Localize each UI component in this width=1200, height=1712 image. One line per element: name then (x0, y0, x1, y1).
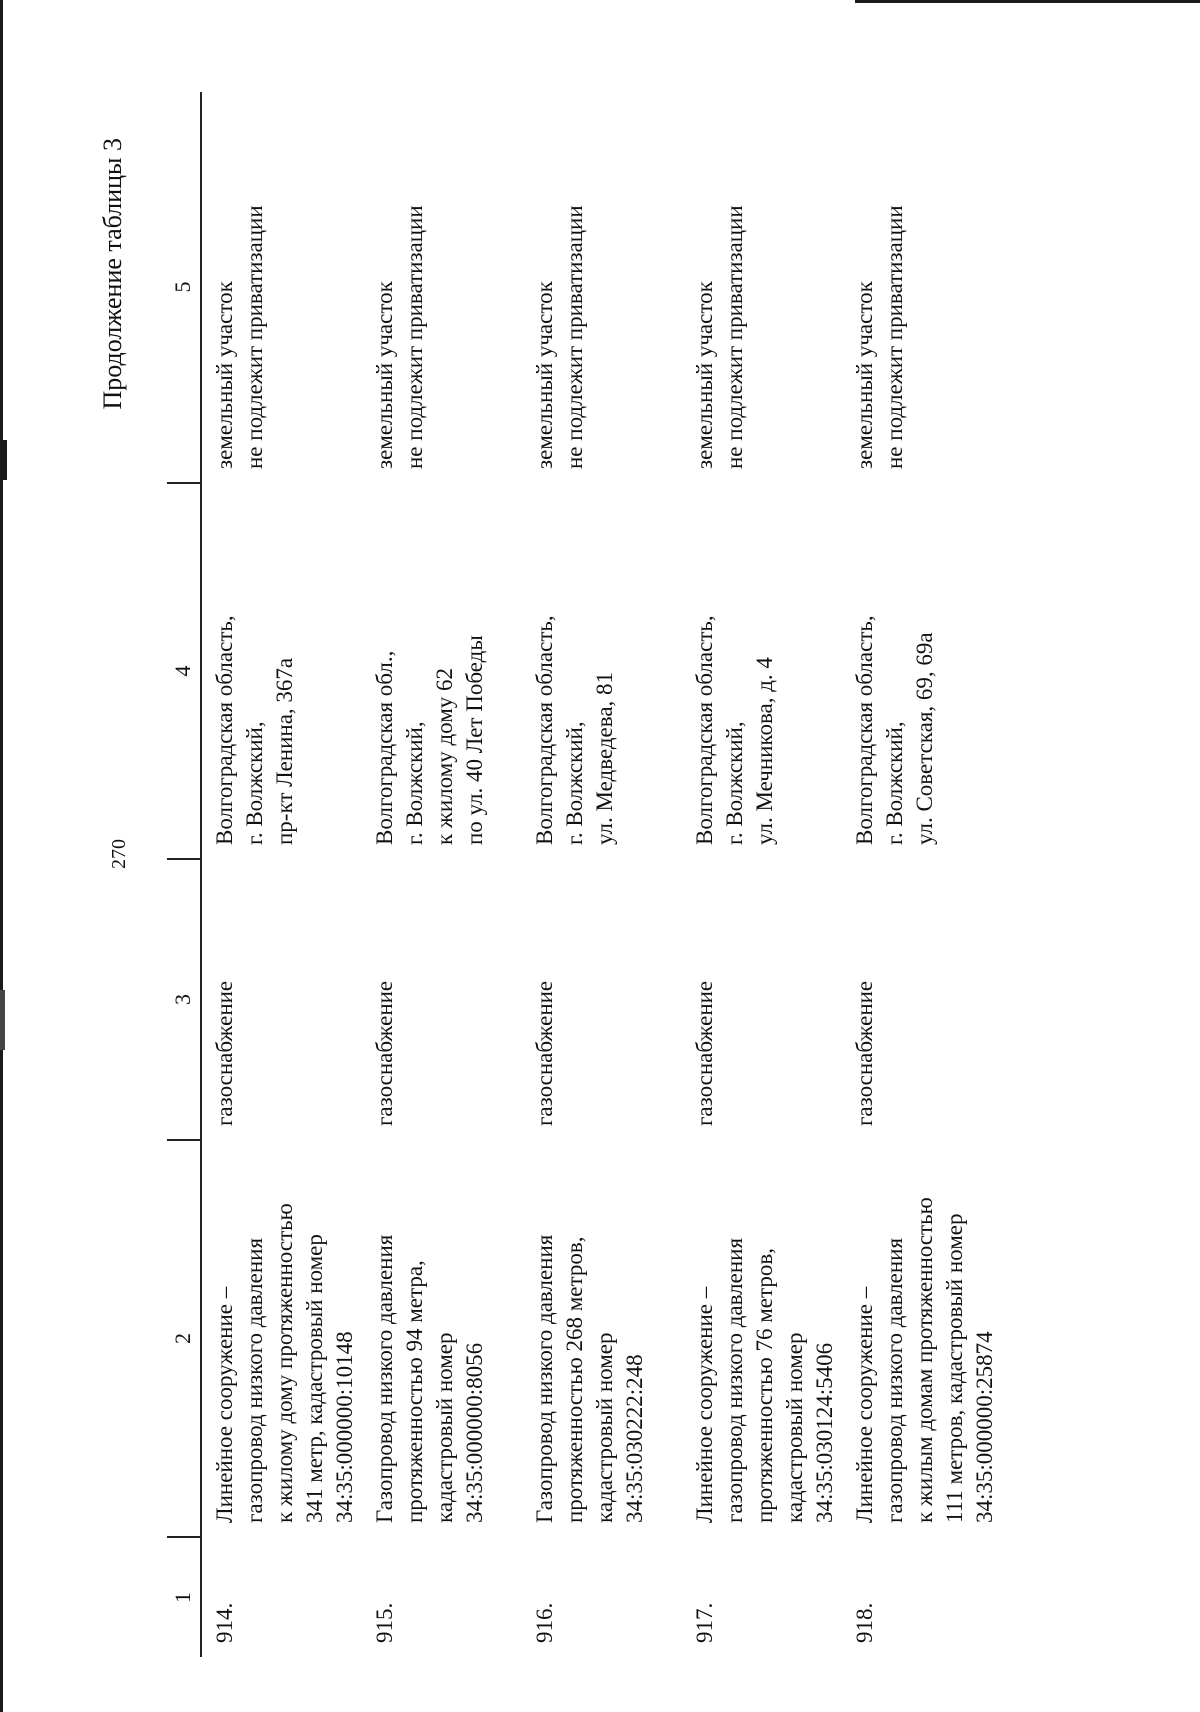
row-number: 917. (692, 1602, 717, 1643)
object-description: Линейное сооружение – газопровод низкого давления протяженностью 76 метров, кадастровый номер 34:35:030124:5406 (692, 1237, 837, 1523)
column-header: 5 (167, 92, 201, 483)
column-header: 3 (167, 859, 201, 1140)
object-address: Волгоградская область, г. Волжский, ул. Советская, 69, 69а (852, 615, 937, 845)
object-purpose: газоснабжение (532, 980, 557, 1126)
object-note: земельный участок не подлежит приватизации (212, 205, 267, 469)
object-note: земельный участок не подлежит приватизации (852, 205, 907, 469)
table-continuation-label: Продолжение таблицы 3 (98, 138, 127, 410)
table-row (842, 92, 1010, 1657)
table-row (522, 92, 682, 1657)
object-description: Линейное сооружение – газопровод низкого давления к жилому дому протяженностью 341 метр, кадастровый номер 34:35:000000:10148 (212, 1203, 357, 1523)
page-number: 270 (108, 839, 130, 869)
registry-table (167, 92, 1010, 1657)
object-note: земельный участок не подлежит приватизации (372, 205, 427, 469)
column-header: 2 (167, 1140, 201, 1537)
object-address: Волгоградская область, г. Волжский, ул. Мечникова, д. 4 (692, 615, 777, 845)
object-purpose: газоснабжение (212, 980, 237, 1126)
object-address: Волгоградская область, г. Волжский, пр-кт Ленина, 367а (212, 615, 297, 845)
object-note: земельный участок не подлежит приватизации (692, 205, 747, 469)
object-description: Линейное сооружение – газопровод низкого давления к жилым домам протяженностью 111 метров, кадастровый номер 34:35:000000:25874 (852, 1197, 997, 1523)
table-row (362, 92, 522, 1657)
row-number: 918. (852, 1602, 877, 1643)
table-row (201, 92, 362, 1657)
row-number: 916. (532, 1602, 557, 1643)
table-header-row (167, 92, 201, 1657)
object-purpose: газоснабжение (852, 980, 877, 1126)
row-number: 915. (372, 1602, 397, 1643)
table-row (682, 92, 842, 1657)
object-description: Газопровод низкого давления протяженностью 94 метра, кадастровый номер 34:35:000000:8056 (372, 1234, 487, 1523)
row-number: 914. (212, 1602, 237, 1643)
object-purpose: газоснабжение (372, 980, 397, 1126)
column-header: 4 (167, 483, 201, 859)
object-address: Волгоградская область, г. Волжский, ул. Медведева, 81 (532, 615, 617, 845)
object-description: Газопровод низкого давления протяженностью 268 метров, кадастровый номер 34:35:030222:248 (532, 1234, 647, 1523)
object-address: Волгоградская обл., г. Волжский, к жилому дому 62 по ул. 40 Лет Победы (372, 635, 487, 845)
object-note: земельный участок не подлежит приватизации (532, 205, 587, 469)
object-purpose: газоснабжение (692, 980, 717, 1126)
column-header: 1 (167, 1537, 201, 1657)
